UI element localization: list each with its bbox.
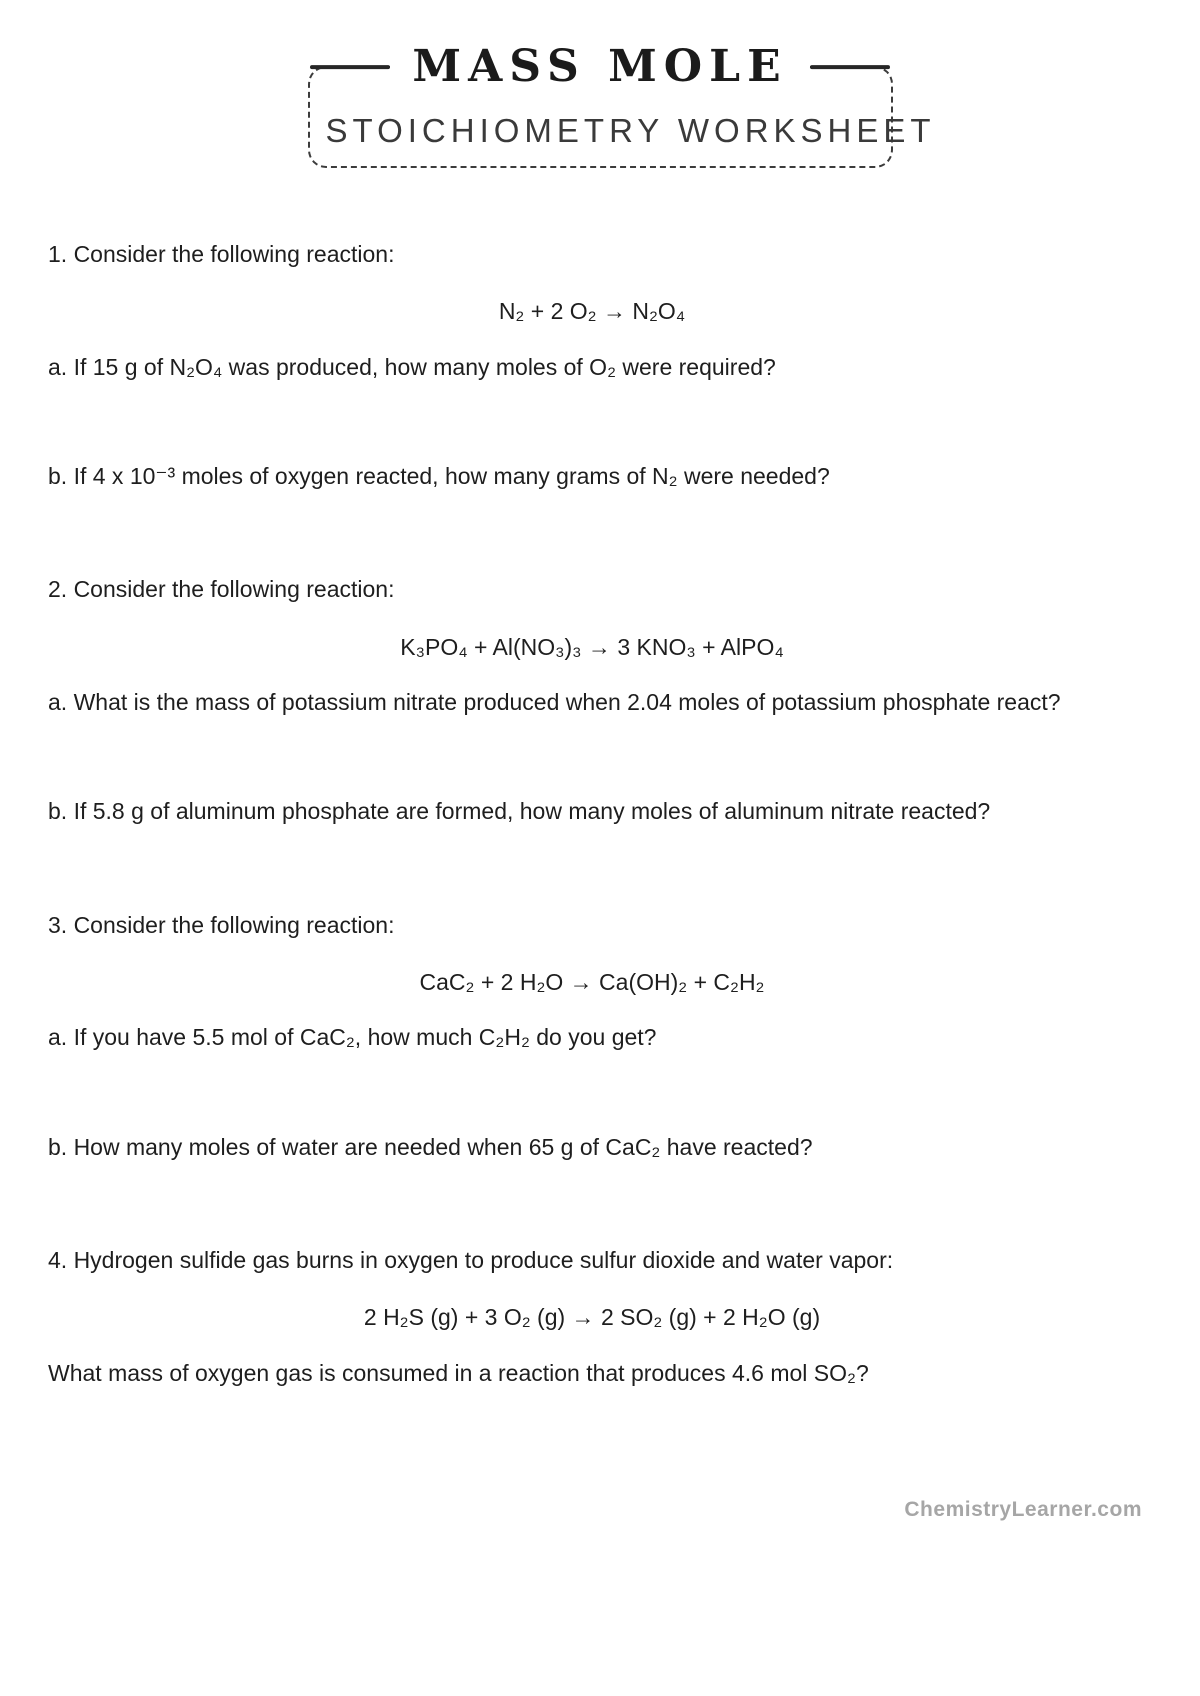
question-1-equation: N₂ + 2 O₂ → N₂O₄ (498, 298, 686, 325)
question-4 (48, 1244, 1136, 1390)
question-1-part-a: a. If 15 g of N₂O₄ was produced, how many moles of O₂ were required? (48, 353, 776, 380)
question-3-prompt: 3. Consider the following reaction: (48, 911, 395, 938)
question-4-question: What mass of oxygen gas is consumed in a reaction that produces 4.6 mol SO₂? (48, 1359, 869, 1386)
question-1 (48, 238, 1136, 493)
question-4-equation: 2 H₂S (g) + 3 O₂ (g) → 2 SO₂ (g) + 2 H₂O (g) (363, 1304, 821, 1331)
title-box (308, 41, 936, 168)
title-rule-right (810, 65, 891, 69)
question-1-part-b: b. If 4 x 10⁻³ moles of oxygen reacted, how many grams of N₂ were needed? (48, 463, 830, 490)
page-title: MASS MOLE (390, 45, 809, 89)
question-3 (48, 909, 1136, 1164)
question-3-part-a: a. If you have 5.5 mol of CaC₂, how much C₂H₂ do you get? (48, 1024, 657, 1051)
footer-credit: ChemistryLearner.com (904, 1498, 1142, 1521)
question-2-part-a: a. What is the mass of potassium nitrate produced when 2.04 moles of potassium phosphate react? (48, 689, 1061, 716)
question-2-part-b: b. If 5.8 g of aluminum phosphate are formed, how many moles of aluminum nitrate reacted? (48, 798, 991, 825)
question-2 (48, 573, 1136, 828)
title-rule-left (310, 65, 391, 69)
question-3-part-b: b. How many moles of water are needed when 65 g of CaC₂ have reacted? (48, 1133, 813, 1160)
question-4-prompt: 4. Hydrogen sulfide gas burns in oxygen to produce sulfur dioxide and water vapor: (48, 1247, 894, 1274)
title-row (310, 41, 891, 93)
worksheet-content (0, 168, 1200, 1390)
question-2-prompt: 2. Consider the following reaction: (48, 576, 395, 603)
question-3-equation: CaC₂ + 2 H₂O → Ca(OH)₂ + C₂H₂ (419, 969, 765, 996)
page-subtitle: STOICHIOMETRY WORKSHEET (325, 112, 936, 149)
question-2-equation: K₃PO₄ + Al(NO₃)₃ → 3 KNO₃ + AlPO₄ (400, 633, 784, 660)
question-1-prompt: 1. Consider the following reaction: (48, 241, 395, 267)
